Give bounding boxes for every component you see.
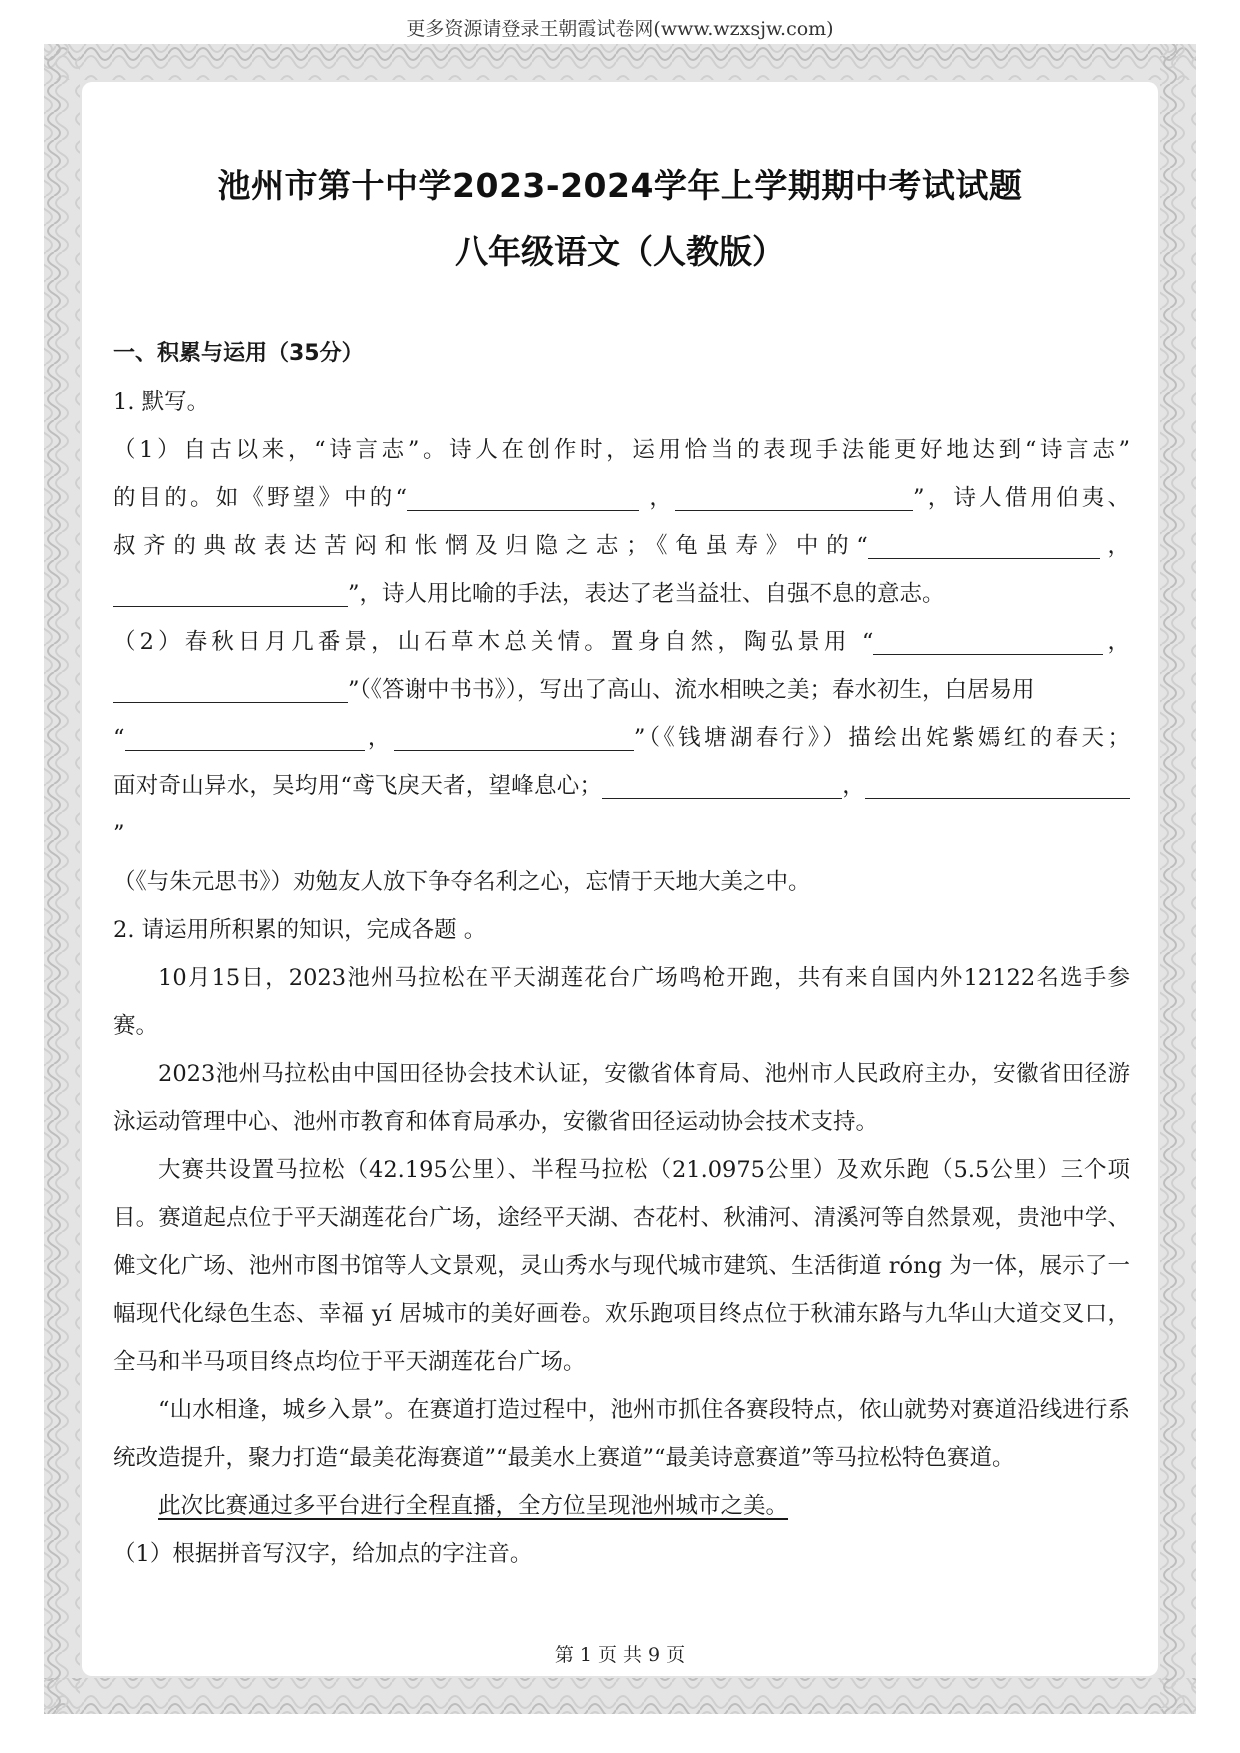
passage-paragraph-5 — [113, 1482, 1130, 1530]
passage-paragraph-3: 大赛共设置马拉松（42.195公里）、半程马拉松（21.0975公里）及欢乐跑（5.5公里）三个项目。赛道起点位于平天湖莲花台广场，途经平天湖、杏花村、秋浦河、清溪河等自然景观，贵池中学、傩文化广场、池州市图书馆等人文景观，灵山秀水与现代城市建筑、生活街道 róng 为一体，展示了一幅现代化绿色生态、幸福 yí 居城市的美好画卷。欢乐跑项目终点位于秋浦东路与九华山大道交叉口，全马和半马项目终点均位于平天湖莲花台广场。 — [113, 1157, 1130, 1375]
q1-part1-line4: ”，诗人用比喻的手法，表达了老当益壮、自强不息的意志。 — [113, 570, 1130, 618]
answer-blank[interactable] — [394, 722, 634, 751]
q1-part1-line1: （1）自古以来，“诗言志”。诗人在创作时，运用恰当的表现手法能更好地达到“诗言志” — [113, 437, 1130, 463]
answer-blank[interactable] — [125, 722, 365, 751]
site-watermark-header: 更多资源请登录王朝霞试卷网(www.wzxsjw.com) — [406, 18, 834, 40]
q1-part1-line2: 的目的。如《野望》中的“ ， ”，诗人借用伯夷、 — [113, 474, 1130, 522]
section-heading: 一、积累与运用（35分） — [113, 341, 364, 366]
underlined-sentence: 此次比赛通过多平台进行全程直播，全方位呈现池州城市之美。 — [158, 1493, 789, 1519]
exam-content — [113, 330, 1130, 1578]
q2-subquestion-1: （1）根据拼音写汉字，给加点的字注音。 — [113, 1541, 533, 1567]
answer-blank[interactable] — [407, 482, 639, 511]
exam-title: 池州市第十中学2023-2024学年上学期期中考试试题 — [217, 166, 1023, 205]
q1-part2-line3: “ ， ”（《钱塘湖春行》）描绘出姹紫嫣红的春天； — [113, 714, 1130, 762]
page-number: 第 1 页 共 9 页 — [554, 1644, 686, 1666]
answer-blank[interactable] — [675, 482, 913, 511]
q1-part2-line2: ”（《答谢中书书》），写出了高山、流水相映之美；春水初生，白居易用 — [113, 666, 1130, 714]
answer-blank[interactable] — [865, 770, 1130, 799]
answer-blank[interactable] — [602, 770, 842, 799]
answer-blank[interactable] — [868, 530, 1100, 559]
q1-part1-line3: 叔齐的典故表达苦闷和怅惘及归隐之志；《龟虽寿》中的“ ， — [113, 522, 1130, 570]
answer-blank[interactable] — [113, 674, 348, 703]
q1-part2-line4: 面对奇山异水，吴均用“鸢飞戾天者，望峰息心； ，” — [113, 762, 1130, 858]
question-2-label: 2. 请运用所积累的知识，完成各题 。 — [113, 917, 487, 943]
exam-subtitle: 八年级语文（人教版） — [455, 232, 785, 271]
answer-blank[interactable] — [873, 626, 1103, 655]
q1-part2-line1: （2）春秋日月几番景，山石草木总关情。置身自然，陶弘景用 “ ， — [113, 618, 1130, 666]
q1-part2-line5: （《与朱元思书》）劝勉友人放下争夺名利之心，忘情于天地大美之中。 — [113, 869, 811, 895]
passage-paragraph-4: “山水相逢，城乡入景”。在赛道打造过程中，池州市抓住各赛段特点，依山就势对赛道沿线进行系统改造提升，聚力打造“最美花海赛道”“最美水上赛道”“最美诗意赛道”等马拉松特色赛道。 — [113, 1397, 1130, 1471]
question-1-label: 1. 默写。 — [113, 389, 210, 415]
passage-paragraph-1: 10月15日，2023池州马拉松在平天湖莲花台广场鸣枪开跑，共有来自国内外12122名选手参赛。 — [113, 965, 1130, 1039]
answer-blank[interactable] — [113, 578, 348, 607]
passage-paragraph-2: 2023池州马拉松由中国田径协会技术认证，安徽省体育局、池州市人民政府主办，安徽省田径游泳运动管理中心、池州市教育和体育局承办，安徽省田径运动协会技术支持。 — [113, 1061, 1130, 1135]
